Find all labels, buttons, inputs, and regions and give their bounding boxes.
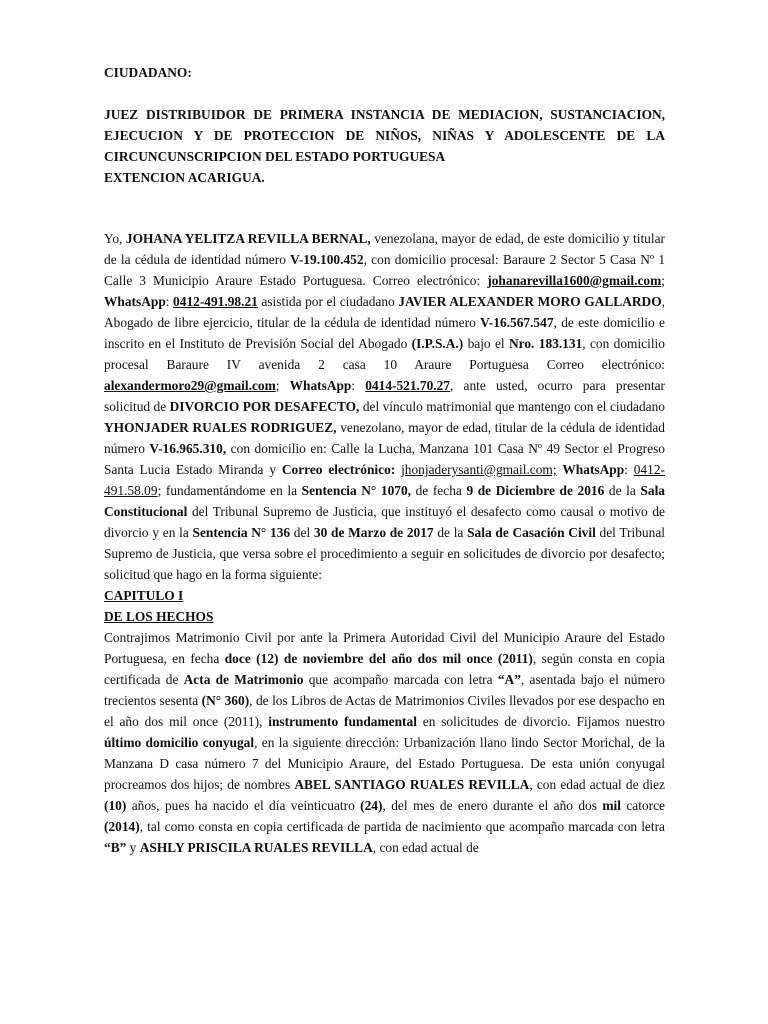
intro-run: WhatsApp [289, 378, 352, 393]
facts-paragraph: Contrajimos Matrimonio Civil por ante la Primera Autoridad Civil del Municipio Araure del Estado Portuguesa, en fecha doce (12) de noviembre del año dos mil once (2011), según consta en copia certificada de Acta de Matrimonio que acompaño marcada con letra “A”, asentada bajo el número trecientos sesenta (N° 360), de los Libros de Actas de Matrimonios Civiles llevados por ese despacho en el año dos mil once (2011), instrumento fundamental en solicitudes de divorcio. Fijamos nuestro último domicilio conyugal, en la siguiente dirección: Urbanización llano lindo Sector Morichal, de la Manzana D casa número 7 del Municipio Araure, del Estado Portuguesa. De esta unión conyugal procreamos dos hijos; de nombres ABEL SANTIAGO RUALES REVILLA, con edad actual de diez (10) años, pues ha nacido el día veinticuatro (24), del mes de enero durante el año dos mil catorce (2014), tal como consta en copia certificada de partida de nacimiento que acompaño marcada con letra “B” y ASHLY PRISCILA RUALES REVILLA, con edad actual de [104, 630, 666, 855]
salutation: CIUDADANO: [104, 65, 192, 80]
intro-run: V-19.100.452 [290, 252, 364, 267]
intro-run: JAVIER ALEXANDER MORO GALLARDO [398, 294, 662, 309]
facts-run: ABEL SANTIAGO RUALES REVILLA [294, 777, 530, 792]
facts-run: (N° 360) [201, 693, 250, 708]
addressee-block [104, 62, 665, 188]
facts-run: instrumento fundamental [268, 714, 417, 729]
intro-run: DIVORCIO POR DESAFECTO, [169, 399, 360, 414]
intro-run: 0412-491.98.21 [173, 294, 258, 309]
chapter-title: DE LOS HECHOS [104, 609, 214, 624]
intro-run: jhonjaderysanti@gmail.com; [401, 462, 557, 477]
intro-run: YHONJADER RUALES RODRIGUEZ, [104, 420, 337, 435]
jurisdiction-extension: EXTENCION ACARIGUA. [104, 170, 265, 185]
intro-paragraph: Yo, JOHANA YELITZA REVILLA BERNAL, venezolana, mayor de edad, de este domicilio y titular de la cédula de identidad número V-19.100.452, con domicilio procesal: Baraure 2 Sector 5 Casa Nº 1 Calle 3 Municipio Araure Estado Portuguesa. Correo electrónico: johanarevilla1600@gmail.com; WhatsApp: 0412-491.98.21 asistida por el ciudadano JAVIER ALEXANDER MORO GALLARDO, Abogado de libre ejercicio, titular de la cédula de identidad número V-16.567.547, de este domicilio e inscrito en el Instituto de Previsión Social del Abogado (I.P.S.A.) bajo el Nro. 183.131, con domicilio procesal Baraure IV avenida 2 casa 10 Araure Portuguesa Correo electrónico: alexandermoro29@gmail.com; WhatsApp: 0414-521.70.27, ante usted, ocurro para presentar solicitud de DIVORCIO POR DESAFECTO, del vínculo matrimonial que mantengo con el ciudadano YHONJADER RUALES RODRIGUEZ, venezolano, mayor de edad, titular de la cédula de identidad número V-16.965.310, con domicilio en: Calle la Lucha, Manzana 101 Casa Nº 49 Sector el Progreso Santa Lucia Estado Miranda y Correo electrónico: jhonjaderysanti@gmail.com; WhatsApp: 0412-491.58.09; fundamentándome en la Sentencia N° 1070, de fecha 9 de Diciembre de 2016 de la Sala Constitucional del Tribunal Supremo de Justicia, que instituyó el desafecto como causal o motivo de divorcio y en la Sentencia N° 136 del 30 de Marzo de 2017 de la Sala de Casación Civil del Tribunal Supremo de Justicia, que versa sobre el procedimiento a seguir en solicitudes de divorcio por desafecto; solicitud que hago en la forma siguiente: [104, 231, 666, 582]
facts-run: ASHLY PRISCILA RUALES REVILLA [139, 840, 373, 855]
intro-run: alexandermoro29@gmail.com [104, 378, 276, 393]
facts-run: “A” [497, 672, 521, 687]
intro-run: 0414-521.70.27 [365, 378, 451, 393]
intro-run: WhatsApp [562, 462, 625, 477]
intro-run: 0412-491.58.09 [104, 462, 665, 498]
intro-run: Nro. 183.131 [508, 336, 583, 351]
facts-run: doce (12) de noviembre del año dos mil once (2011) [224, 651, 533, 666]
facts-run: mil [602, 798, 621, 813]
intro-run: Sentencia N° 136 [192, 525, 291, 540]
intro-run: WhatsApp [104, 294, 166, 309]
facts-run: Acta de Matrimonio [183, 672, 304, 687]
intro-run: (I.P.S.A.) [411, 336, 464, 351]
facts-run: (10) [104, 798, 127, 813]
facts-run: “B” [104, 840, 127, 855]
intro-run: V-16.567.547 [480, 315, 554, 330]
intro-run: Sala Constitucional [104, 483, 665, 519]
chapter-number: CAPITULO I [104, 588, 184, 603]
intro-run: Sentencia N° 1070, [301, 483, 412, 498]
intro-run: johanarevilla1600@gmail.com [487, 273, 662, 288]
judge-title: JUEZ DISTRIBUIDOR DE PRIMERA INSTANCIA DE MEDIACION, SUSTANCIACION, EJECUCION Y DE PROTECCION DE NIÑOS, NIÑAS Y ADOLESCENTE DE LA CIRCUNCUNSCRIPCION DEL ESTADO PORTUGUESA [104, 107, 665, 164]
intro-run: 30 de Marzo de 2017 [313, 525, 434, 540]
facts-run: último domicilio conyugal [104, 735, 255, 750]
intro-run: Correo electrónico: [281, 462, 396, 477]
intro-run: 9 de Diciembre de 2016 [466, 483, 605, 498]
intro-run: V-16.965.310, [149, 441, 227, 456]
intro-run: JOHANA YELITZA REVILLA BERNAL, [125, 231, 371, 246]
intro-run: Sala de Casación Civil [467, 525, 596, 540]
facts-run: (24) [360, 798, 383, 813]
document-body [104, 228, 665, 858]
facts-run: (2014) [104, 819, 140, 834]
